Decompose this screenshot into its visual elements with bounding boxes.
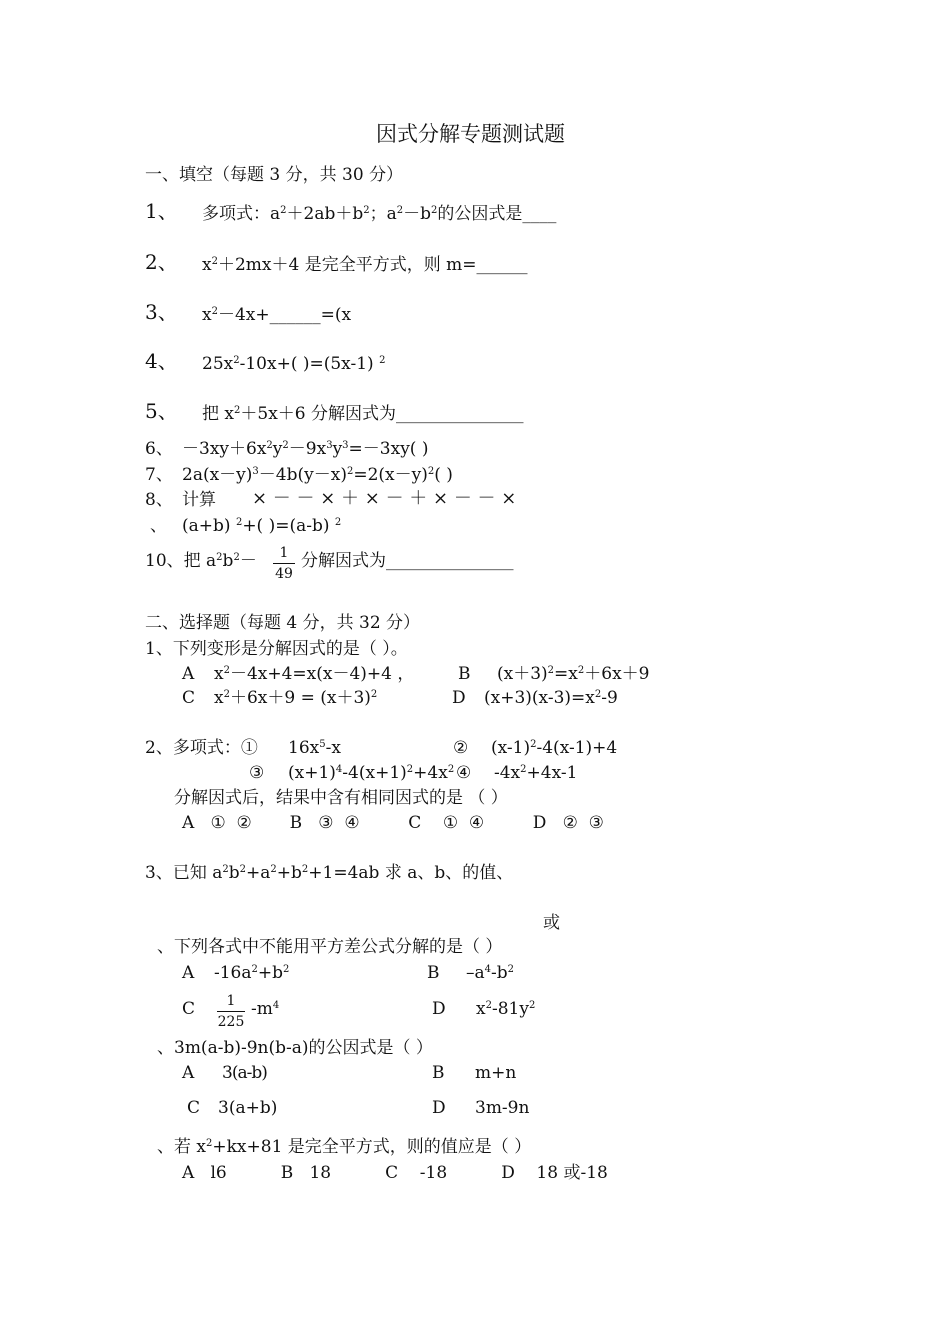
q9-number: 、 <box>150 516 167 536</box>
s2q1-option-b: $(x+3)^2=x^2+6x+9$ <box>497 664 650 684</box>
s2q1-option-b-label: B <box>458 664 471 684</box>
s2q4-option-b: $-a^4-b^2$ <box>466 963 515 983</box>
q3-number: 3、 <box>145 300 178 324</box>
s2q4-option-d-label: D <box>432 999 446 1019</box>
q7-text: $2a(x-y)^3-4b(y-x)^2=2(x-y)^2$( ) <box>182 465 453 485</box>
s2q2-item4-marker: ④ <box>456 763 472 783</box>
q8-label: 计算 <box>182 490 216 510</box>
q8-number: 8、 <box>145 490 173 510</box>
q6-text: $-3xy+6x^2y^2-9x^3y^3=-3xy$( ) <box>182 439 429 459</box>
q1-text: 多项式：$a^2+2ab+b^2$；$a^2-b^2$的公因式是____ <box>202 204 557 224</box>
or-text: 或 <box>543 913 560 933</box>
q1-number: 1、 <box>145 199 178 223</box>
s2q2-item2-marker: ② <box>453 738 469 758</box>
s2q2-item2: $(x-1)^2-4(x-1)+4$ <box>491 738 618 758</box>
s2q4-option-a-label: A <box>182 963 195 983</box>
section2-heading: 二、选择题（每题 4 分，共 32 分） <box>145 613 421 633</box>
s2q4-option-c-fraction: 1 225 <box>217 993 245 1030</box>
s2q2-item1: $16x^5-x$ <box>288 738 341 758</box>
s2q1-stem: 1、下列变形是分解因式的是（ ）。 <box>145 639 408 659</box>
s2q5-stem: 、3m(a-b)-9n(b-a)的公因式是（ ） <box>157 1038 433 1058</box>
s2q1-option-a: $x^2-4x+4=x(x-4)+4$ ， <box>214 664 415 684</box>
s2q2-stem: 2、多项式：① <box>145 738 258 758</box>
s2q1-option-c-label: C <box>182 688 196 708</box>
q6-number: 6、 <box>145 439 173 459</box>
q3-text: $x^2-4x+\_\_\_\_\_\_=(x$ <box>202 305 352 325</box>
s2q4-option-c: $-m^4$ <box>251 999 280 1019</box>
q5-text: 把 $x^2+5x+6$ 分解因式为_______________ <box>202 404 524 424</box>
s2q2-note: 分解因式后，结果中含有相同因式的是 （ ） <box>174 788 508 808</box>
section1-heading: 一、填空（每题 3 分，共 30 分） <box>145 165 404 185</box>
s2q1-option-a-label: A <box>182 664 195 684</box>
q4-number: 4、 <box>145 349 178 373</box>
s2q2-item4: $-4x^2+4x-1$ <box>494 763 578 783</box>
q10-text: 10、把 $a^2b^2-$ <box>145 551 257 571</box>
s2q4-option-a: $-16a^2+b^2$ <box>214 963 290 983</box>
s2q6-options: A l6 B 18 C -18 D 18 或-18 <box>182 1163 608 1183</box>
q8-operators: × － － × ＋ × － ＋ × － － × <box>252 488 517 509</box>
s2q2-item3: $(x+1)^4-4(x+1)^2+4x^2$ <box>288 763 455 783</box>
s2q2-options: A ① ② B ③ ④ C ① ④ D ② ③ <box>182 813 604 833</box>
s2q1-option-c: $x^2+6x+9 = (x+3)^2$ <box>214 688 378 708</box>
s2q4-option-d: $x^2-81y^2$ <box>476 999 536 1019</box>
s2q4-option-c-label: C <box>182 999 196 1019</box>
q4-text: $25x^2-10x+$( )=(5x-1) $^2$ <box>202 354 386 374</box>
q10-tail: 分解因式为_______________ <box>301 551 514 571</box>
s2q5-option-b: m+n <box>475 1063 517 1083</box>
q9-text: (a+b) $^2$+( )=(a-b) $^2$ <box>182 516 342 536</box>
q2-number: 2、 <box>145 250 178 274</box>
s2q1-option-d-label: D <box>452 688 466 708</box>
s2q5-option-a: 3(a-b) <box>222 1063 267 1083</box>
s2q5-option-c-label: C <box>187 1098 201 1118</box>
s2q2-item3-marker: ③ <box>249 763 265 783</box>
s2q6-stem: 、若 $x^2+kx+81$ 是完全平方式，则的值应是（ ） <box>157 1137 532 1157</box>
s2q4-option-b-label: B <box>427 963 440 983</box>
s2q5-option-a-label: A <box>182 1063 195 1083</box>
q10-fraction: 1 49 <box>273 546 295 581</box>
s2q5-option-d-label: D <box>432 1098 446 1118</box>
s2q5-option-c: 3(a+b) <box>218 1098 278 1118</box>
q5-number: 5、 <box>145 399 178 423</box>
q2-text: $x^2+2mx+4$ 是完全平方式，则 m=______ <box>202 255 528 275</box>
s2q1-option-d: $(x+3)(x-3)=x^2-9$ <box>484 688 618 708</box>
s2q4-stem: 、下列各式中不能用平方差公式分解的是（ ） <box>157 937 503 957</box>
s2q5-option-d: 3m-9n <box>475 1098 530 1118</box>
page-title: 因式分解专题测试题 <box>376 122 565 146</box>
q7-number: 7、 <box>145 465 173 485</box>
s2q5-option-b-label: B <box>432 1063 445 1083</box>
s2q3-text: 3、已知 $a^2b^2+a^2+b^2+1=4ab$ 求 a、b、的值、 <box>145 863 514 883</box>
